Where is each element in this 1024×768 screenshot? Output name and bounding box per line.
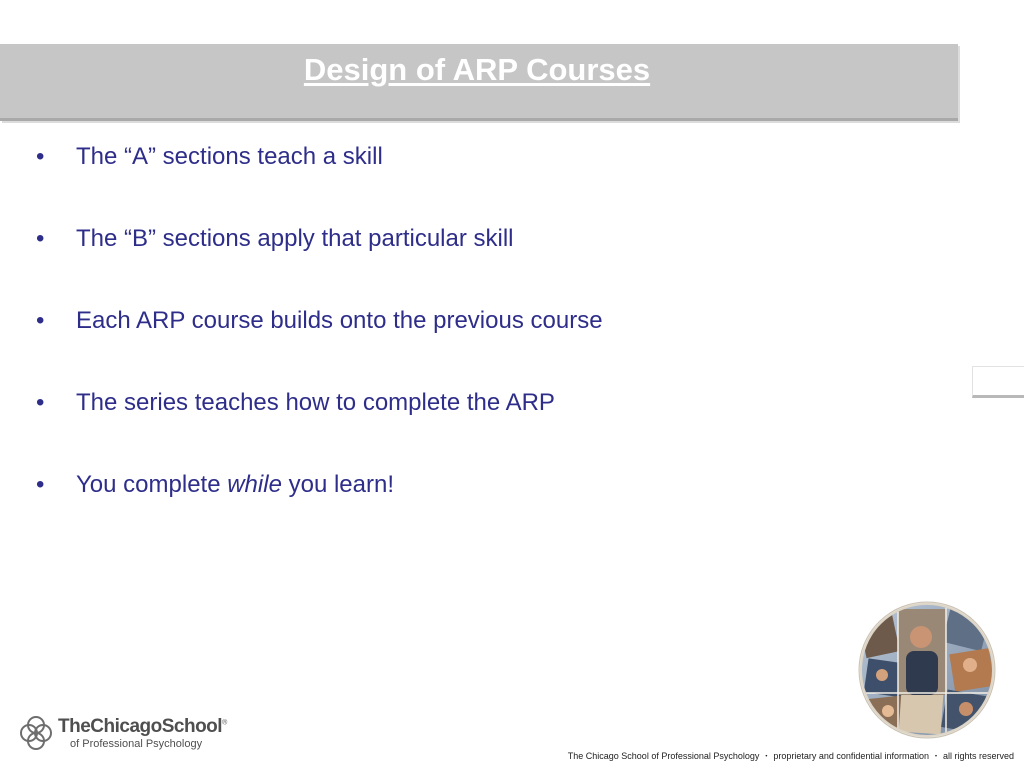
bullet-text-emphasis: while [227,471,282,498]
photo-collage-circle [858,601,996,739]
school-logo [18,714,227,754]
bullet-text-end: you learn! [281,471,394,498]
bullet-list [36,138,603,548]
bullet-icon: • [36,225,45,252]
footer-notice: The Chicago School of Professional Psychology ・ proprietary and confidential information ・ all rights reserved [567,751,1014,761]
bullet-text: The “A” sections teach a skill [76,143,383,170]
bullet-text-start: You complete [76,471,228,498]
bullet-icon: • [36,471,45,498]
list-item [36,384,603,466]
list-item [36,466,603,548]
bullet-text: Each ARP course builds onto the previous course [76,307,603,334]
list-item [36,220,603,302]
slide-title: Design of ARP Courses [303,52,651,87]
registered-mark: ® [222,719,227,727]
bullet-text: The “B” sections apply that particular skill [76,225,514,252]
bullet-icon: • [36,307,45,334]
bullet-text [76,471,394,498]
bullet-icon: • [36,143,45,170]
bullet-icon: • [36,389,45,416]
list-item [36,138,603,220]
logo-name: TheChicagoSchool [58,716,223,737]
logo-wordmark [58,716,227,738]
interlocking-rings-icon [18,714,54,752]
bullet-text: The series teaches how to complete the ARP [76,389,555,416]
side-tab [972,366,1024,398]
list-item [36,302,603,384]
logo-subtitle: of Professional Psychology [70,738,203,750]
